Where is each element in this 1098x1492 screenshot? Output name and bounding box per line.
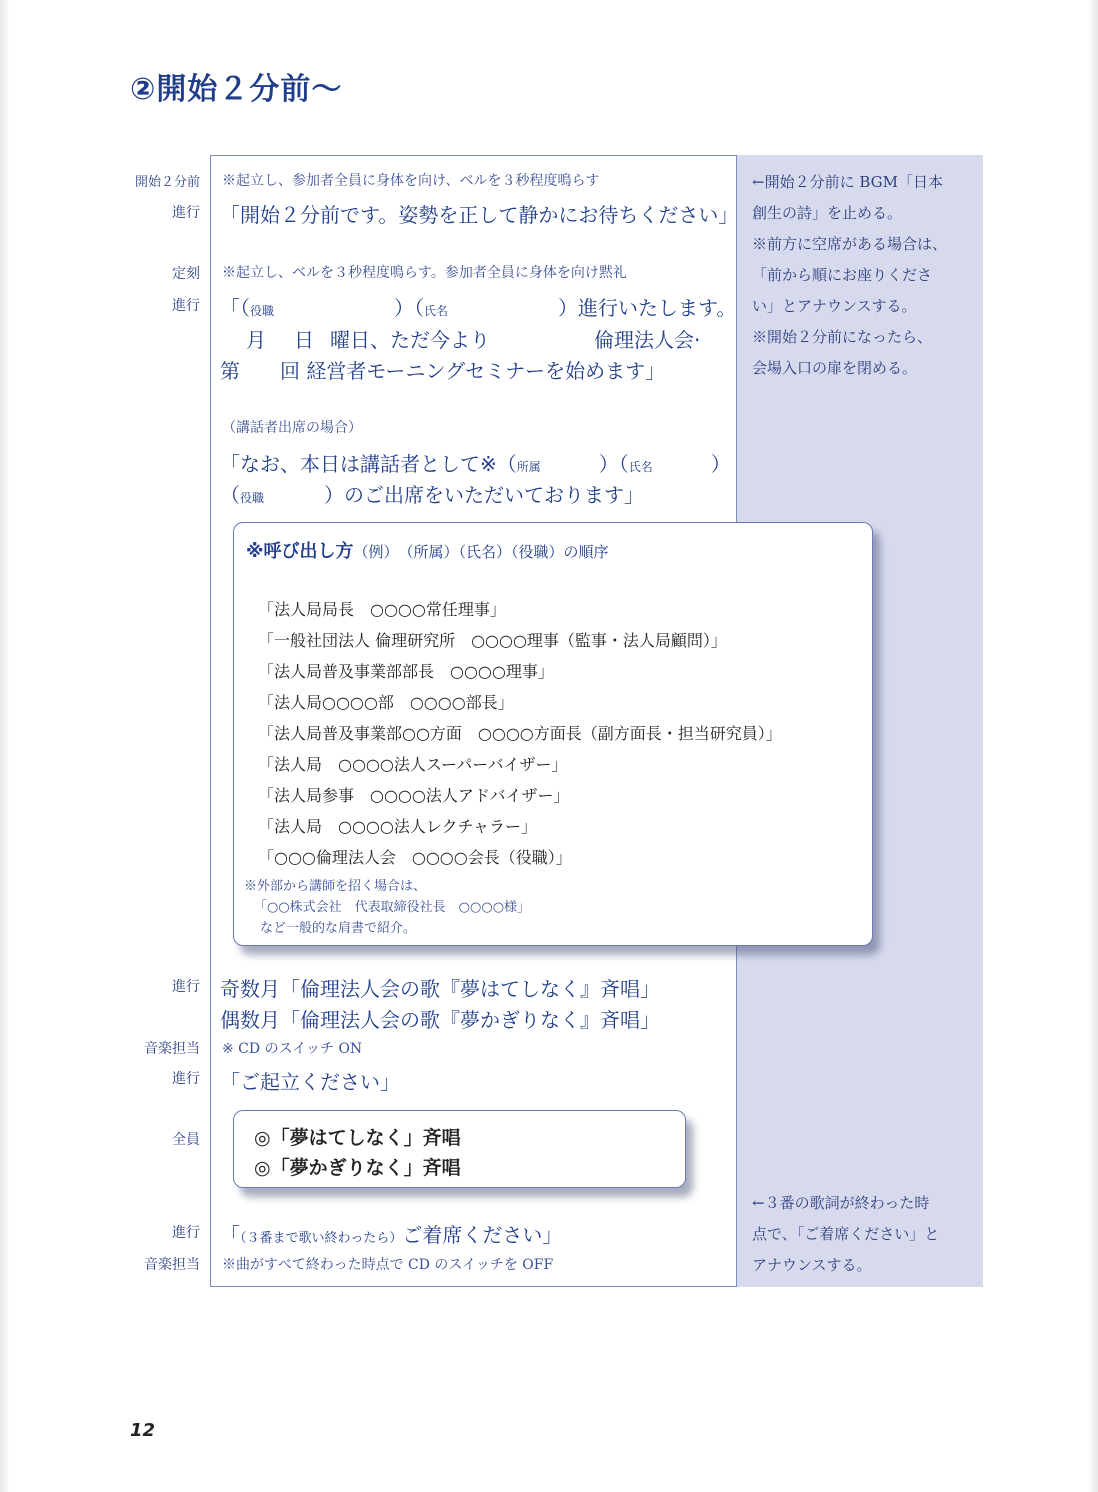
placeholder-label: 所属 (516, 460, 541, 474)
calling-method-heading (246, 537, 609, 563)
calling-example: 「法人局普及事業部部長 ○○○○理事」 (258, 662, 554, 681)
calling-example: 「法人局普及事業部○○方面 ○○○○方面長（副方面長・担当研究員）」 (258, 724, 782, 743)
script-line-speaker-role (220, 479, 644, 508)
script-line-speaker (220, 448, 731, 477)
role-label-mc: 進行 (172, 205, 200, 221)
calling-example: 「法人局 ○○○○法人レクチャラー」 (258, 817, 538, 836)
text: 曜日、ただ今より (330, 328, 490, 352)
script-line-seminar (220, 355, 665, 384)
side-note: ※開始２分前になったら、 (752, 328, 933, 346)
side-note: 「前から順にお座りくださ (752, 266, 933, 284)
role-label-all: 全員 (172, 1132, 200, 1148)
calling-footnote: など一般的な肩書で紹介。 (260, 921, 417, 936)
placeholder-label: 役職 (240, 491, 265, 505)
calling-example: 「一般社団法人 倫理研究所 ○○○○理事（監事・法人局顧問）」 (258, 631, 727, 650)
calling-footnote: ※外部から講師を招く場合は、 (244, 879, 427, 894)
song-item: ◎「夢はてしなく」斉唱 (254, 1127, 461, 1149)
instruction-note: ※起立し、ベルを３秒程度鳴らす。参加者全員に身体を向け黙礼 (222, 265, 627, 281)
role-label-mc: 進行 (172, 298, 200, 314)
calling-example: 「○○○倫理法人会 ○○○○会長（役職）」 (258, 848, 572, 867)
heading-sub: （例） （所属）（氏名）（役職）の順序 (353, 543, 609, 561)
calling-example: 「法人局○○○○部 ○○○○部長」 (258, 693, 514, 712)
side-note: ※前方に空席がある場合は、 (752, 235, 948, 253)
calling-example: 「法人局参事 ○○○○法人アドバイザー」 (258, 786, 570, 805)
sit-down-line (220, 1219, 562, 1248)
placeholder-label: 役職 (250, 304, 275, 318)
text: 第 (220, 359, 240, 383)
text: 「なお、本日は講話者として※（ (220, 452, 517, 476)
calling-method-box (233, 522, 873, 946)
cd-off-note: ※曲がすべて終わった時点で CD のスイッチを OFF (222, 1257, 554, 1273)
text: ）（ (394, 296, 425, 320)
page-number: 12 (130, 1420, 156, 1441)
text: ）のご出席をいただいております」 (324, 483, 645, 507)
calling-footnote: 「○○株式会社 代表取締役社長 ○○○○様」 (254, 900, 531, 915)
text: 倫理法人会· (594, 328, 701, 352)
page-edge-right (1088, 0, 1098, 1492)
role-label-start: 開始２分前 (134, 175, 200, 190)
side-note: い」とアナウンスする。 (752, 297, 917, 315)
song-odd-month: 奇数月「倫理法人会の歌『夢はてしなく』斉唱」 (220, 977, 660, 1001)
role-label-ontime: 定刻 (172, 266, 200, 282)
instruction-note: ※起立し、参加者全員に身体を向け、ベルを３秒程度鳴らす (222, 173, 600, 189)
side-note: アナウンスする。 (752, 1256, 872, 1274)
calling-example: 「法人局局長 ○○○○常任理事」 (258, 600, 506, 619)
text: 「 (220, 1223, 240, 1247)
song-even-month: 偶数月「倫理法人会の歌『夢かぎりなく』斉唱」 (220, 1008, 660, 1032)
role-label-mc: 進行 (172, 979, 200, 995)
placeholder-label: 氏名 (628, 460, 653, 474)
role-label-mc: 進行 (172, 1225, 200, 1241)
text: ご着席ください」 (402, 1223, 563, 1247)
script-line-intro (220, 292, 736, 321)
instruction-note: （講話者出席の場合） (222, 420, 362, 436)
text: 回 経営者モーニングセミナーを始めます」 (280, 359, 666, 383)
heading-main: ※呼び出し方 (246, 541, 354, 562)
role-label-music: 音楽担当 (144, 1041, 200, 1057)
side-note: 点で、「ご着席ください」と (752, 1225, 940, 1243)
text: 日 (294, 328, 314, 352)
song-item: ◎「夢かぎりなく」斉唱 (254, 1157, 461, 1179)
placeholder-label: 氏名 (424, 304, 449, 318)
text: （３番まで歌い終わったら） (240, 1231, 403, 1246)
cd-on-note: ※ CD のスイッチ ON (222, 1041, 363, 1057)
page-title: ②開始２分前～ (130, 72, 343, 107)
text: ）進行いたします。 (558, 296, 737, 320)
song-box (233, 1110, 686, 1188)
side-note: 会場入口の扉を閉める。 (752, 359, 918, 377)
side-note: 創生の詩」を止める。 (752, 204, 903, 222)
text: ）（ (598, 452, 629, 476)
calling-example: 「法人局 ○○○○法人スーパーバイザー」 (258, 755, 568, 774)
side-note: ←開始２分前に BGM「日本 (752, 173, 943, 191)
text: 「（ (220, 296, 250, 320)
stand-up-line: 「ご起立ください」 (220, 1070, 400, 1094)
role-label-mc: 進行 (172, 1071, 200, 1087)
role-label-music: 音楽担当 (144, 1257, 200, 1273)
side-note: ←３番の歌詞が終わった時 (752, 1194, 930, 1212)
script-line-date (246, 324, 700, 353)
text: ） (710, 452, 731, 476)
text: 月 (246, 328, 266, 352)
script-line: 「開始２分前です。姿勢を正して静かにお待ちください」 (220, 203, 739, 227)
text: （ (220, 483, 240, 507)
